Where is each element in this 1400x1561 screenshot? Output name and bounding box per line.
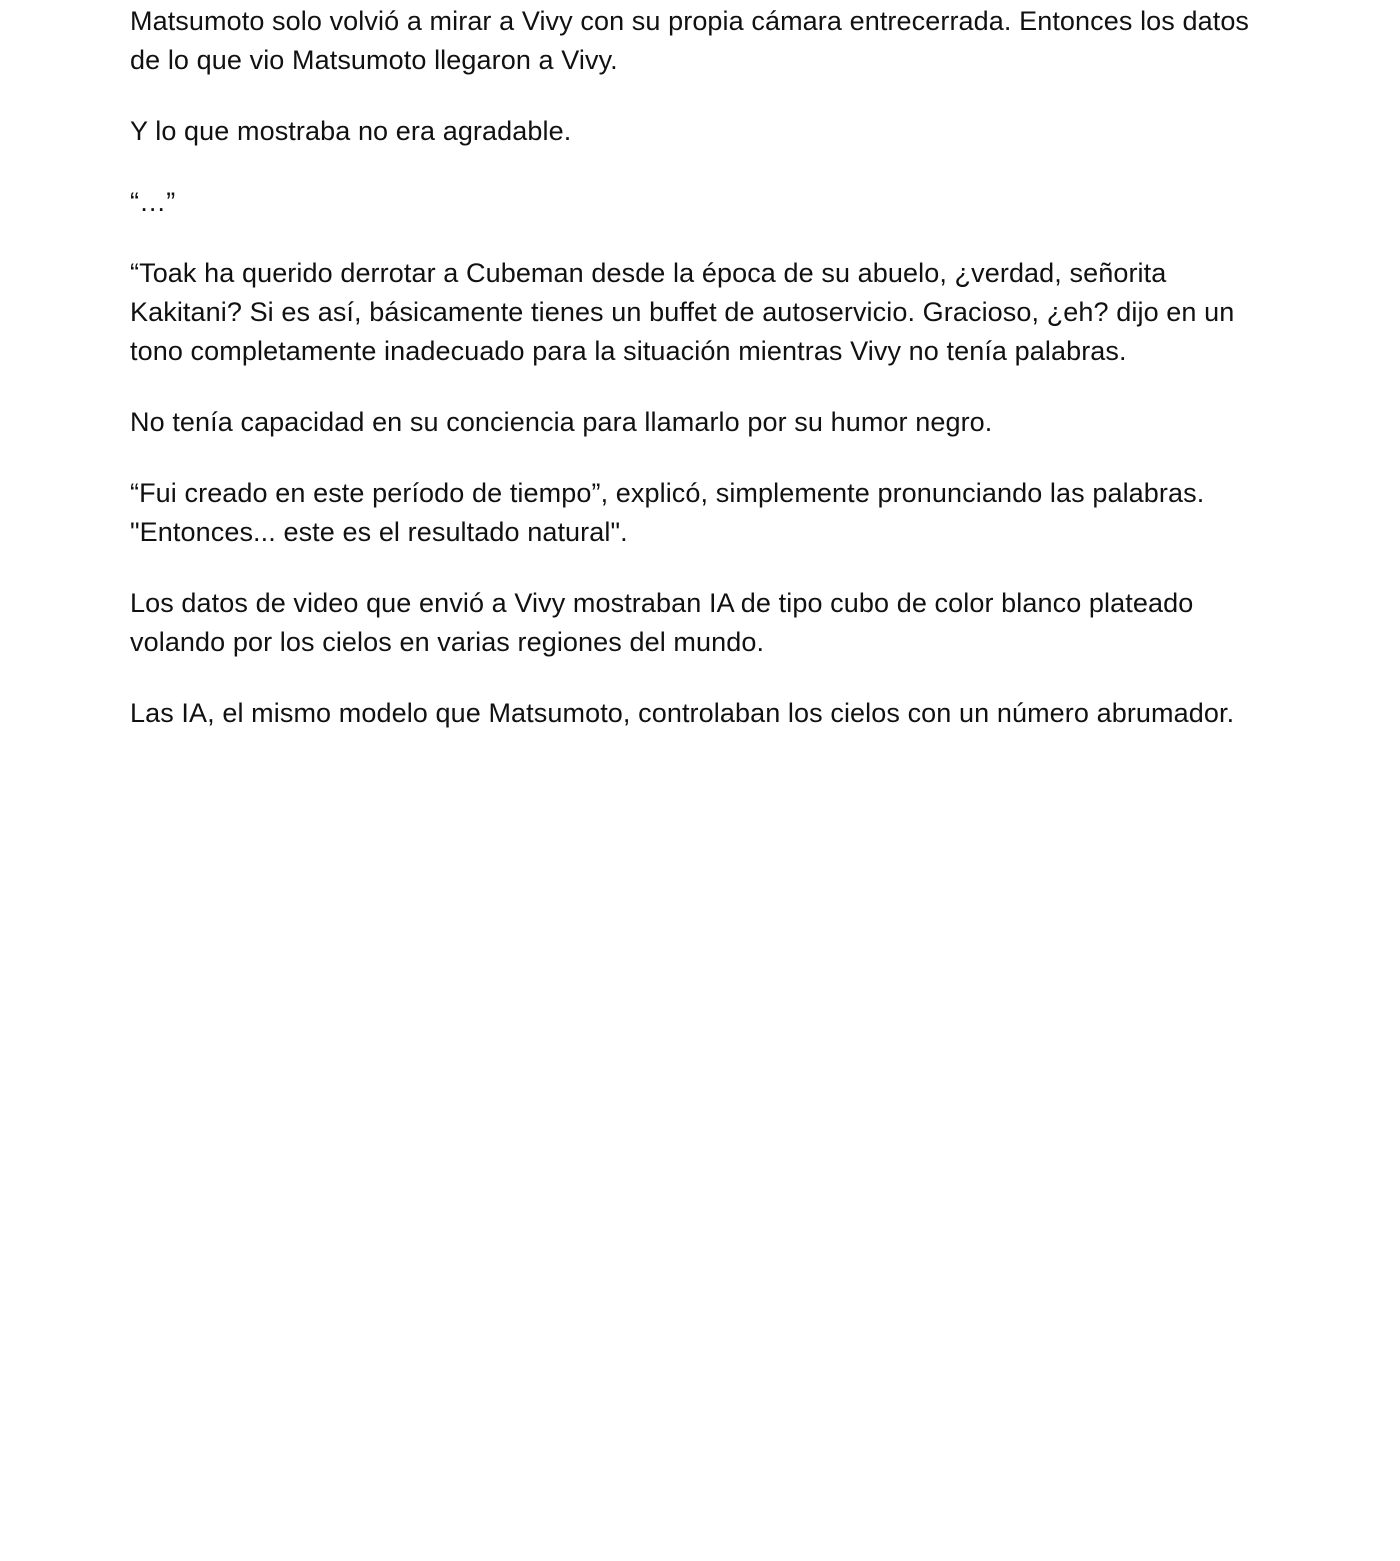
paragraph: “…” — [130, 187, 176, 217]
paragraph: Matsumoto solo volvió a mirar a Vivy con su propia cámara entrecerrada. Entonces los datos de lo que vio Matsumoto llegaron a Vivy. — [130, 6, 1250, 75]
paragraph: “Fui creado en este período de tiempo”, explicó, simplemente pronunciando las palabras. "Entonces... este es el resultado natural". — [130, 478, 1205, 547]
paragraph: Y lo que mostraba no era agradable. — [130, 116, 572, 146]
document-body — [130, 2, 1275, 765]
paragraph: Los datos de video que envió a Vivy mostraban IA de tipo cubo de color blanco plateado volando por los cielos en varias regiones del mundo. — [130, 588, 1194, 657]
paragraph: No tenía capacidad en su conciencia para llamarlo por su humor negro. — [130, 407, 993, 437]
paragraph: “Toak ha querido derrotar a Cubeman desde la época de su abuelo, ¿verdad, señorita Kakitani? Si es así, básicamente tienes un buffet de autoservicio. Gracioso, ¿eh? dijo en un tono completamente inadecuado para la situación mientras Vivy no tenía palabras. — [130, 258, 1235, 366]
paragraph: Las IA, el mismo modelo que Matsumoto, controlaban los cielos con un número abrumador. — [130, 698, 1235, 728]
